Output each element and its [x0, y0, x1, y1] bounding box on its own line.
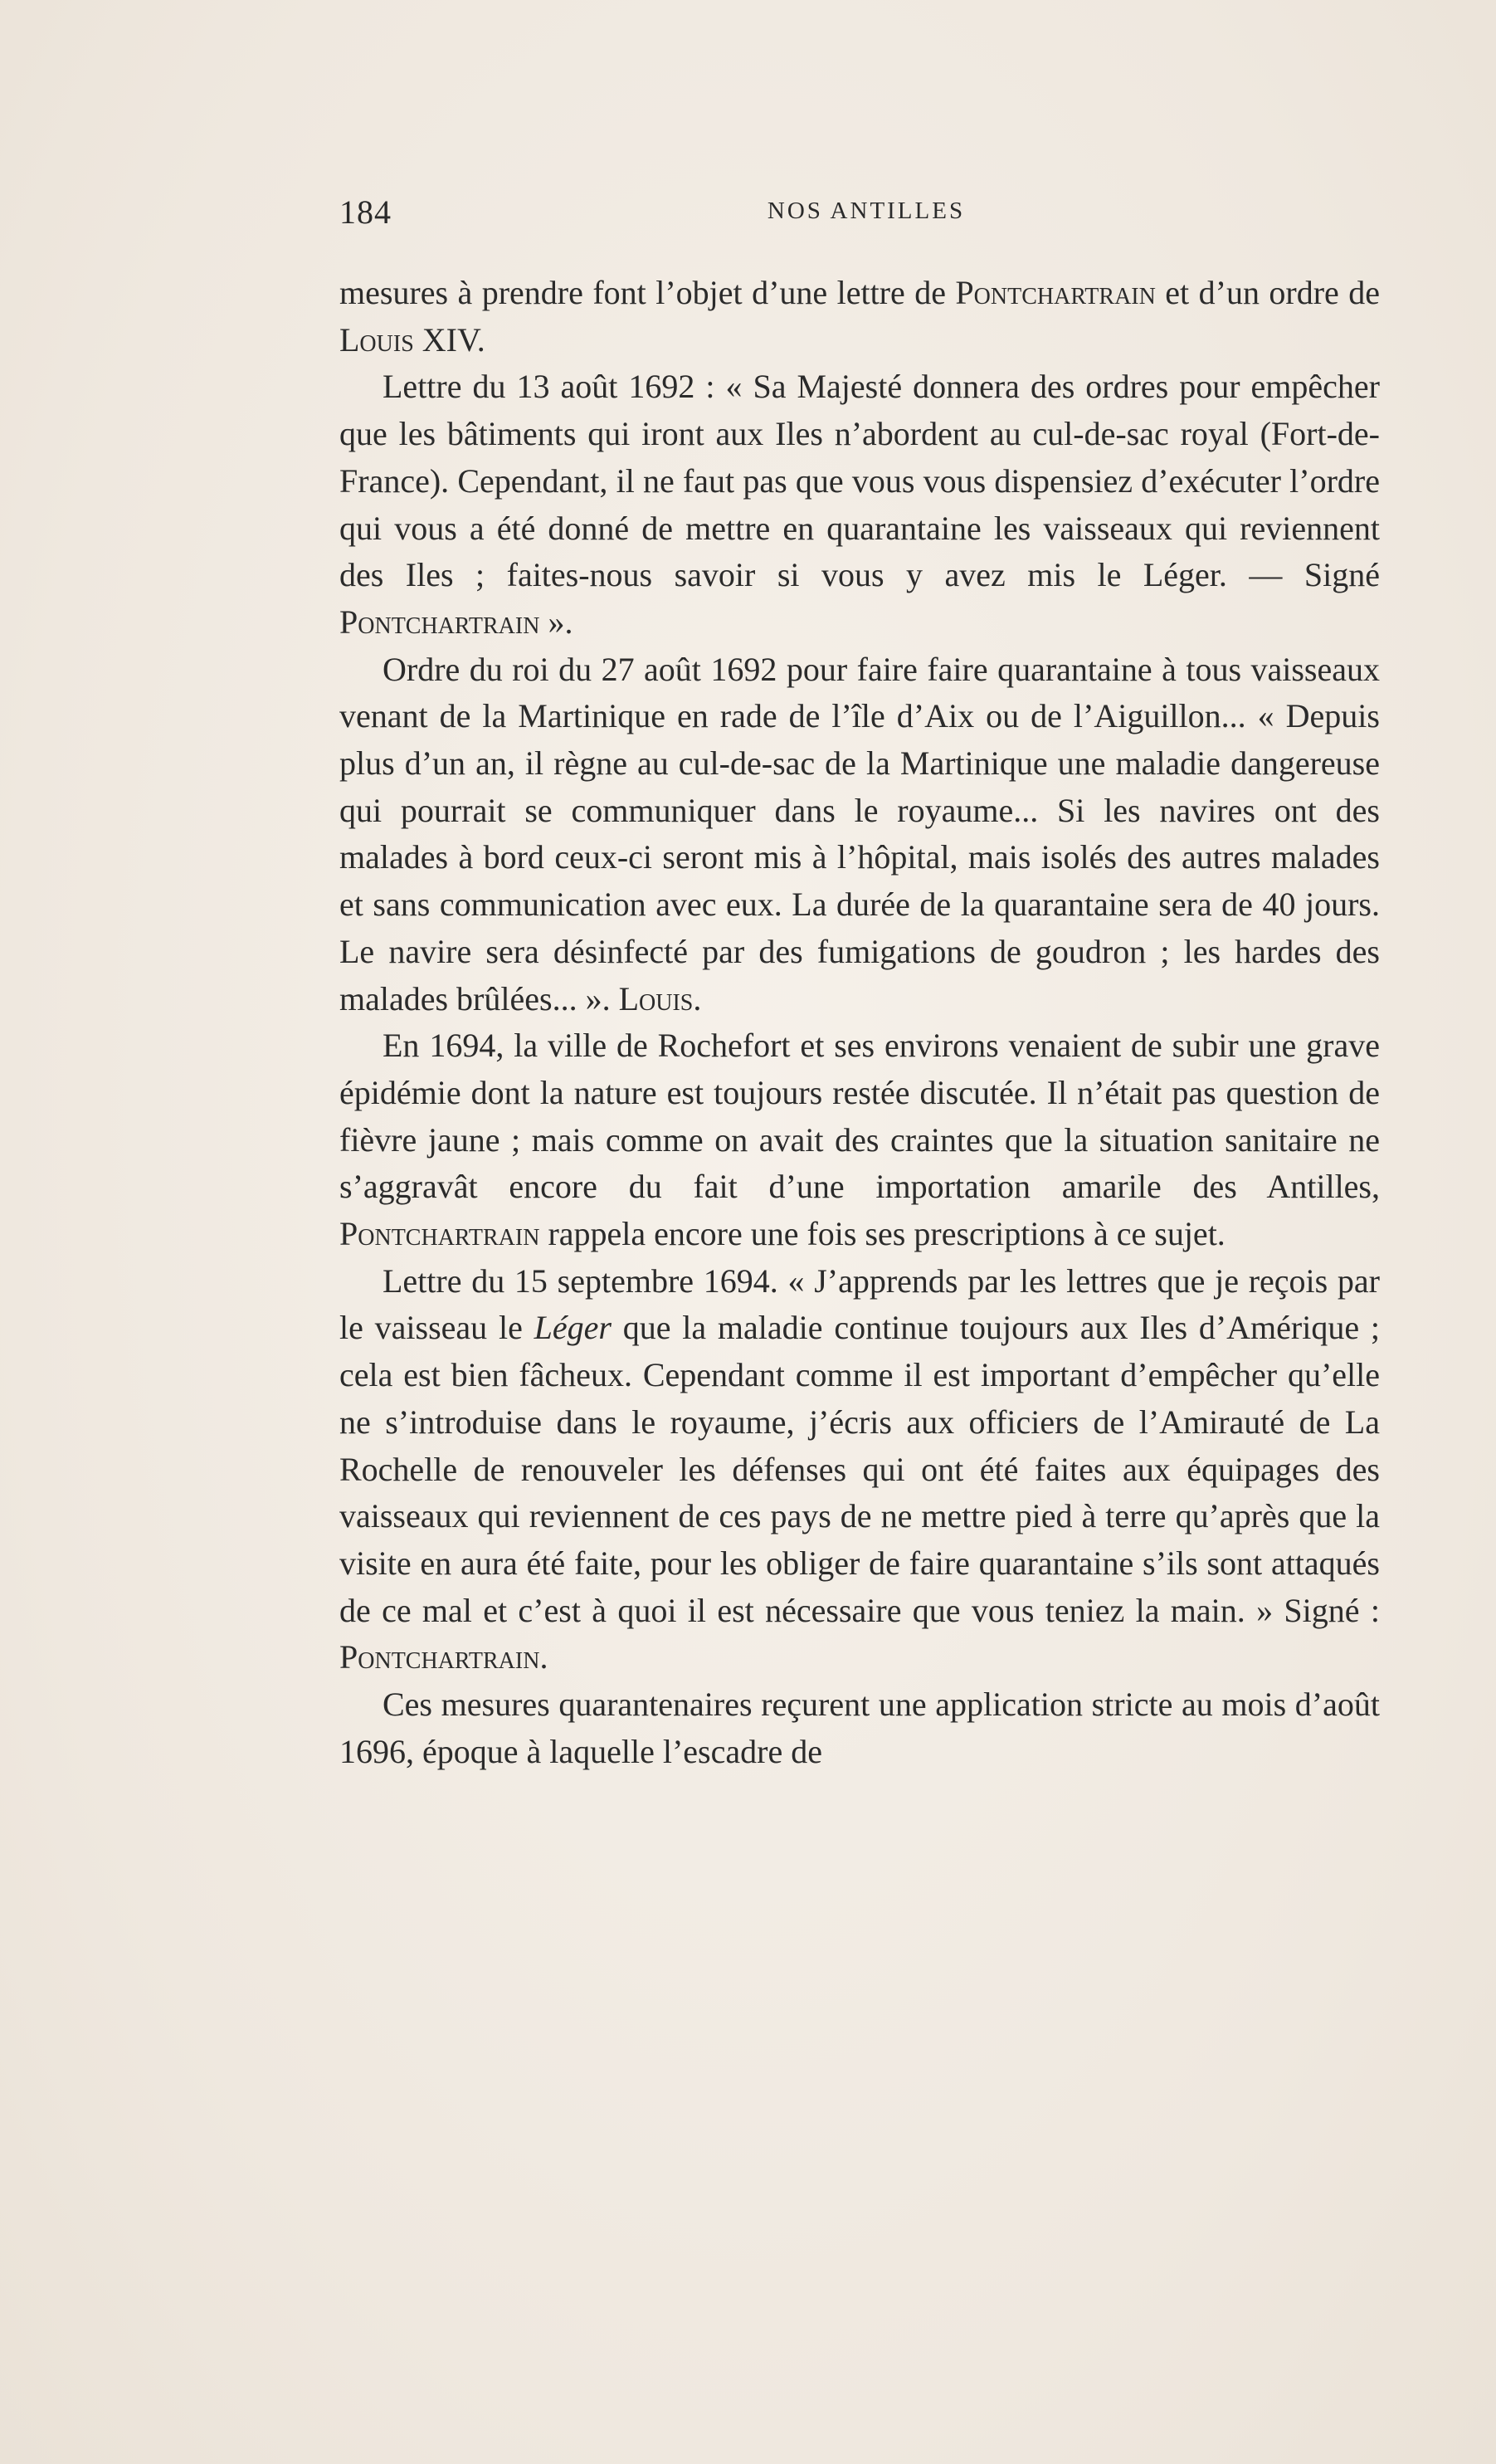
text-run: et d’un ordre de	[1155, 274, 1380, 311]
paragraph	[339, 1258, 1380, 1681]
text-run: rappela encore une fois ses prescriptions à ce sujet.	[539, 1215, 1226, 1253]
paragraph	[339, 1681, 1380, 1775]
small-caps-name: Pontchartrain	[339, 1215, 540, 1253]
running-title: NOS ANTILLES	[767, 198, 966, 224]
text-run: En 1694, la ville de Rochefort et ses environs venaient de subir une grave épidémie dont la nature est toujours restée discutée. Il n’était pas question de fièvre jaune ; mais comme on avait des craintes que la situation sanitaire ne s’aggravât encore du fait d’une importation amarile des Antilles,	[339, 1027, 1380, 1206]
text-run: ».	[539, 603, 573, 641]
text-run: .	[693, 979, 702, 1017]
page-header	[339, 193, 1385, 239]
italic-ship-name: Léger	[534, 1309, 612, 1347]
paragraph	[339, 646, 1380, 1023]
small-caps-name: Pontchartrain	[339, 1638, 540, 1676]
small-caps-name: Pontchartrain	[339, 603, 540, 641]
page-number: 184	[339, 193, 392, 231]
text-run: XIV.	[413, 320, 485, 359]
small-caps-name: Louis	[339, 320, 414, 359]
text-run: .	[539, 1638, 548, 1676]
paragraph	[339, 364, 1380, 646]
text-run: mesures à prendre font l’objet d’une lettre de	[339, 274, 956, 311]
small-caps-name: Pontchartrain	[955, 274, 1156, 311]
text-run: Lettre du 15 septembre 1694. « J’apprends par les lettres que je reçois par le vaisseau le	[339, 1261, 1380, 1347]
paragraph	[339, 1022, 1380, 1258]
text-run: Ordre du roi du 27 août 1692 pour faire faire quarantaine à tous vaisseaux venant de la Martinique en rade de l’île d’Aix ou de l’Aiguillon... « Depuis plus d’un an, il règne au cul-de-sac de la Martinique une maladie dangereuse qui pourrait se communiquer dans le royaume... Si les navires ont des malades à bord ceux-ci seront mis à l’hôpital, mais isolés des autres malades et sans communication avec eux. La durée de la quarantaine sera de 40 jours. Le navire sera désinfecté par des fumigations de goudron ; les hardes des malades brûlées... ».	[339, 650, 1380, 1017]
text-run: Ces mesures quarantenaires reçurent une application stricte au mois d’août 1696, époque à laquelle l’escadre de	[339, 1686, 1380, 1770]
body-text	[339, 270, 1380, 1776]
text-run: que la maladie continue toujours aux Iles d’Amérique ; cela est bien fâcheux. Cependant comme il est important d’empêcher qu’elle ne s’introduise dans le royaume, j’écris aux officiers de l’Amirauté de La Rochelle de renouveler les défenses qui ont été faites aux équipages des vaisseaux qui reviennent de ces pays de ne mettre pied à terre qu’après que la visite en aura été faite, pour les obliger de faire quarantaine s’ils sont attaqués de ce mal et c’est à quoi il est nécessaire que vous teniez la main. » Signé :	[339, 1309, 1380, 1629]
small-caps-name: Louis	[618, 979, 694, 1017]
text-run: Lettre du 13 août 1692 : « Sa Majesté donnera des ordres pour empêcher que les bâtiments qui iront aux Iles n’abordent au cul-de-sac royal (Fort-de-France). Cependant, il ne faut pas que vous vous dispensiez d’exécuter l’ordre qui vous a été donné de mettre en quarantaine les vaisseaux qui reviennent des Iles ; faites-nous savoir si vous y avez mis le Léger. — Signé	[339, 368, 1380, 594]
paragraph	[339, 270, 1380, 364]
